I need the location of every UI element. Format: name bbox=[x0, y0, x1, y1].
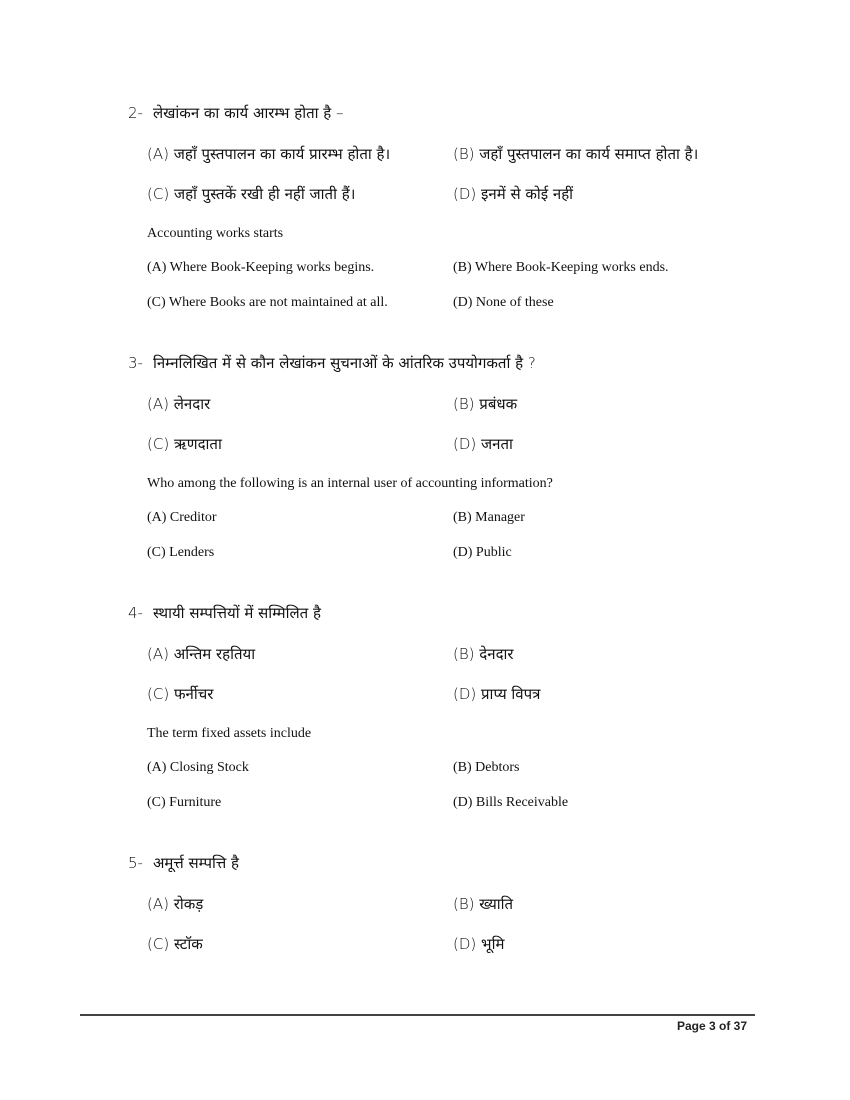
english-option-d: (D) Public bbox=[453, 545, 512, 560]
hindi-option-c: (C) ऋणदाता bbox=[147, 435, 222, 453]
english-option-a: (A) Closing Stock bbox=[147, 760, 249, 775]
hindi-option-b: (B) देनदार bbox=[453, 645, 514, 663]
footer-divider bbox=[80, 1014, 755, 1016]
english-option-c: (C) Lenders bbox=[147, 545, 215, 560]
hindi-option-a: (A) लेनदार bbox=[147, 395, 211, 413]
question-text-hindi: लेखांकन का कार्य आरम्भ होता है – bbox=[152, 104, 344, 122]
hindi-option-d: (D) प्राप्य विपत्र bbox=[453, 685, 541, 703]
question-text-hindi: निम्नलिखित में से कौन लेखांकन सुचनाओं के आंतरिक उपयोगकर्ता है ? bbox=[152, 354, 536, 372]
english-option-c: (C) Where Books are not maintained at all. bbox=[147, 295, 388, 310]
hindi-option-c: (C) स्टॉक bbox=[147, 935, 203, 953]
english-option-a: (A) Where Book-Keeping works begins. bbox=[147, 260, 375, 275]
question-text-english: The term fixed assets include bbox=[147, 726, 312, 741]
english-option-d: (D) Bills Receivable bbox=[453, 795, 569, 810]
question-number bbox=[128, 853, 239, 873]
english-option-c: (C) Furniture bbox=[147, 795, 222, 810]
hindi-option-b: (B) जहाँ पुस्तपालन का कार्य समाप्त होता है। bbox=[453, 145, 699, 163]
question-number-label: 4- bbox=[128, 604, 143, 622]
hindi-option-b: (B) ख्याति bbox=[453, 895, 514, 913]
question-text-english: Accounting works starts bbox=[147, 226, 284, 241]
english-option-b: (B) Manager bbox=[453, 510, 525, 525]
question-number-label: 3- bbox=[128, 354, 143, 372]
question-number bbox=[128, 603, 321, 623]
hindi-option-c: (C) जहाँ पुस्तकें रखी ही नहीं जाती हैं। bbox=[147, 185, 356, 203]
english-option-b: (B) Where Book-Keeping works ends. bbox=[453, 260, 669, 275]
page-number: Page 3 of 37 bbox=[676, 1019, 747, 1033]
question-text-english: Who among the following is an internal user of accounting information? bbox=[147, 476, 553, 491]
english-option-a: (A) Creditor bbox=[147, 510, 217, 525]
question-text-hindi: स्थायी सम्पत्तियों में सम्मिलित है bbox=[152, 604, 321, 622]
hindi-option-a: (A) रोकड़ bbox=[147, 895, 204, 913]
question-number-label: 5- bbox=[128, 854, 143, 872]
english-option-b: (B) Debtors bbox=[453, 760, 520, 775]
hindi-option-d: (D) इनमें से कोई नहीं bbox=[453, 185, 574, 203]
hindi-option-b: (B) प्रबंधक bbox=[453, 395, 518, 413]
question-text-hindi: अमूर्त्त सम्पत्ति है bbox=[152, 854, 239, 872]
english-option-d: (D) None of these bbox=[453, 295, 554, 310]
hindi-option-d: (D) भूमि bbox=[453, 935, 505, 953]
question-number-label: 2- bbox=[128, 104, 143, 122]
hindi-option-a: (A) अन्तिम रहतिया bbox=[147, 645, 256, 663]
hindi-option-d: (D) जनता bbox=[453, 435, 513, 453]
question-number bbox=[128, 353, 536, 373]
hindi-option-c: (C) फर्नीचर bbox=[147, 685, 214, 703]
hindi-option-a: (A) जहाँ पुस्तपालन का कार्य प्रारम्भ होता है। bbox=[147, 145, 391, 163]
question-number bbox=[128, 103, 344, 123]
